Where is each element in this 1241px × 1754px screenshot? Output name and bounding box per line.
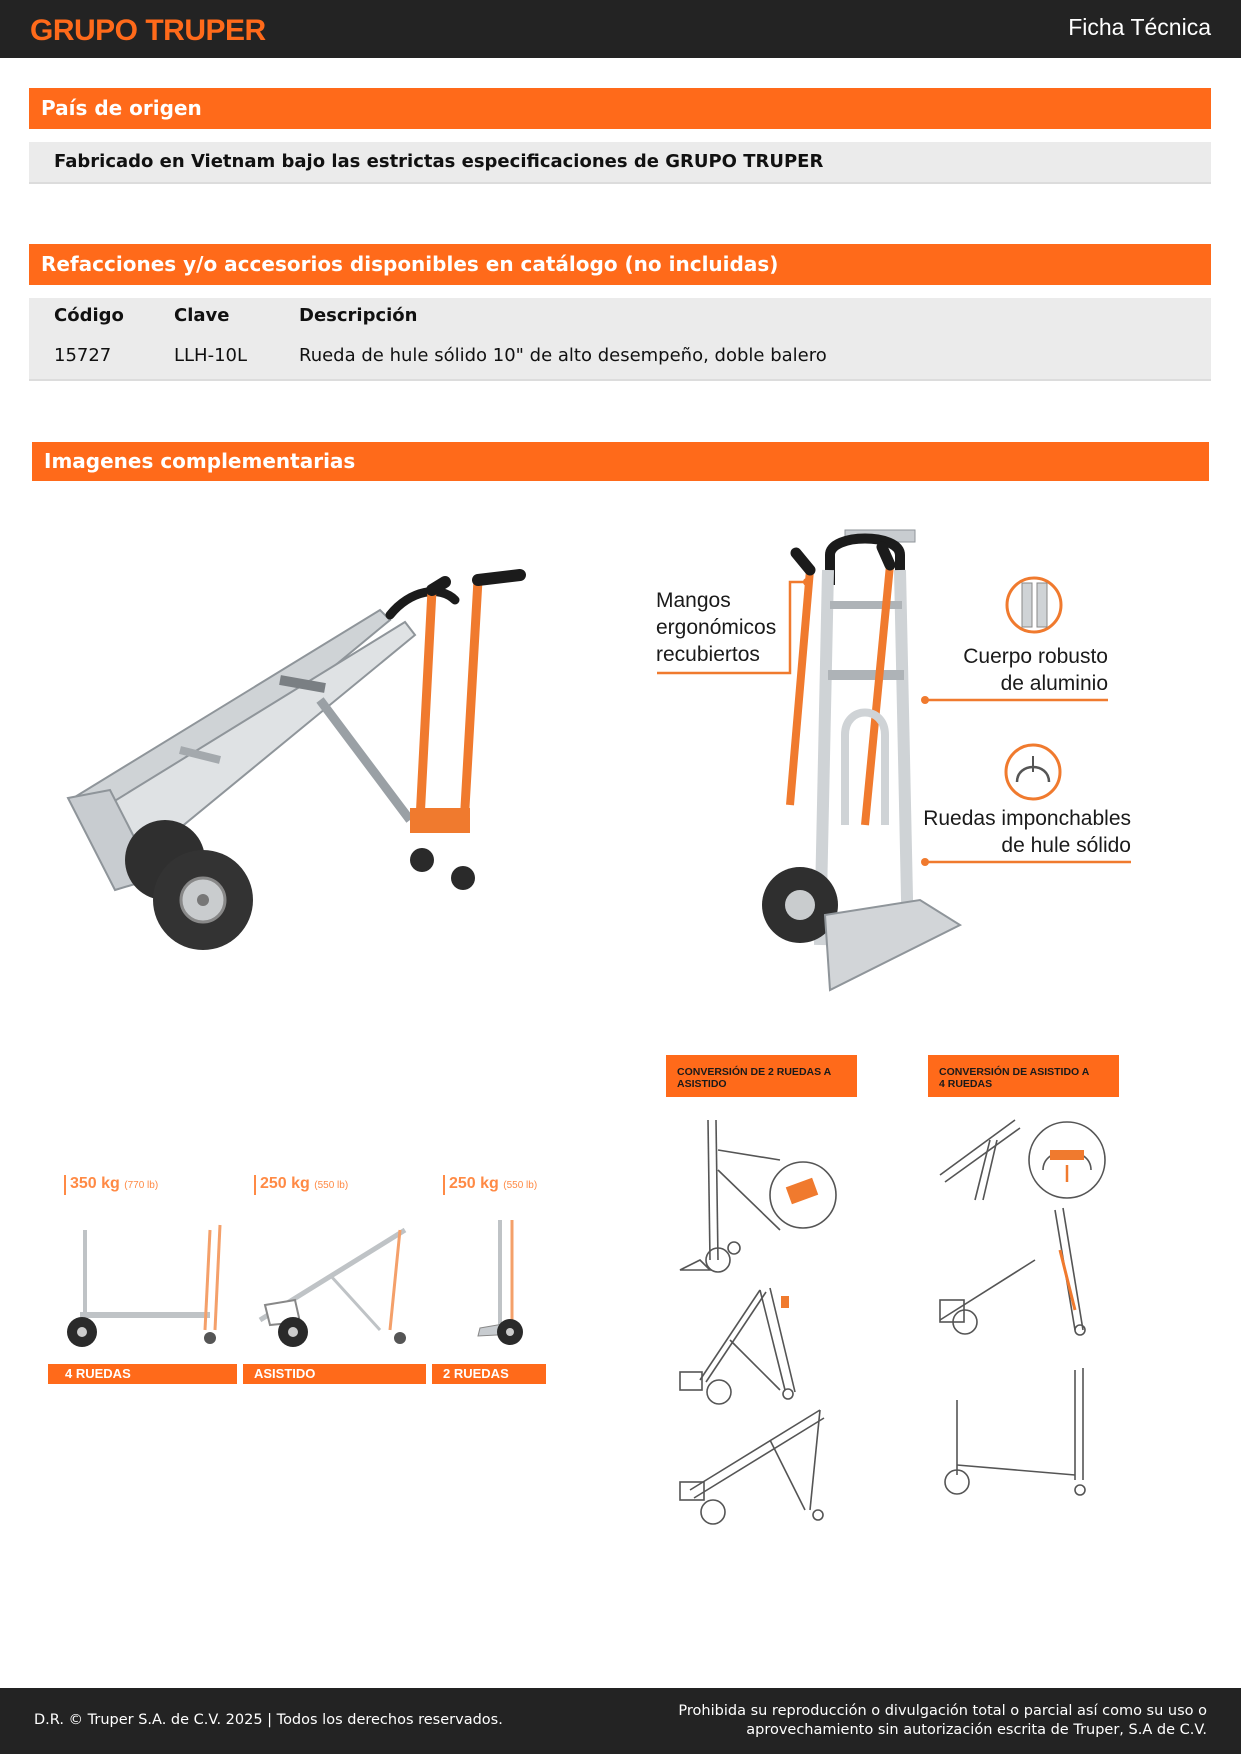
weight-lb: (770 lb) xyxy=(124,1180,159,1191)
mode-label-4-ruedas: 4 RUEDAS xyxy=(48,1364,237,1384)
section-parts-title: Refacciones y/o accesorios disponibles en catálogo (no incluidas) xyxy=(29,244,1211,285)
document-type: Ficha Técnica xyxy=(1068,14,1211,40)
callout-handles xyxy=(656,587,776,668)
weight-2-ruedas xyxy=(443,1175,537,1195)
cell-descripcion: Rueda de hule sólido 10" de alto desempeño, doble balero xyxy=(299,345,827,366)
weight-lb: (550 lb) xyxy=(503,1180,538,1191)
origin-text: Fabricado en Vietnam bajo las estrictas especificaciones de GRUPO TRUPER xyxy=(54,151,824,172)
conversion-steps-assisted-to-4 xyxy=(935,1110,1135,1510)
callout-handles-line1: Mangos xyxy=(656,589,731,612)
section-origin-title: País de origen xyxy=(29,88,1211,129)
origin-panel xyxy=(29,142,1211,184)
cell-codigo: 15727 xyxy=(54,345,112,366)
callout-handles-line2: ergonómicos xyxy=(656,616,777,639)
conversion-tag-assisted-to-4 xyxy=(928,1055,1119,1097)
footer-legal-line2: aprovechamiento sin autorización escrita de Truper, S.A de C.V. xyxy=(746,1722,1207,1738)
footer-legal xyxy=(647,1702,1207,1740)
callout-body-line1: Cuerpo robusto xyxy=(963,645,1108,668)
conversion-tag-line1: CONVERSIÓN DE 2 RUEDAS A xyxy=(677,1066,832,1078)
brand-logo: GRUPO TRUPER xyxy=(30,14,266,47)
callout-body xyxy=(900,643,1108,697)
section-images-title: Imagenes complementarias xyxy=(32,442,1209,481)
solid-wheel-icon xyxy=(1003,742,1063,802)
parts-table xyxy=(29,298,1211,381)
weight-4-ruedas xyxy=(64,1175,158,1195)
weight-kg: 250 kg xyxy=(449,1175,499,1192)
weight-kg: 250 kg xyxy=(260,1175,310,1192)
conversion-tag-line1: CONVERSIÓN DE ASISTIDO A xyxy=(939,1066,1090,1078)
top-bar xyxy=(0,0,1241,58)
conversion-tag-line2: ASISTIDO xyxy=(677,1078,727,1090)
callout-handles-line3: recubiertos xyxy=(656,643,760,666)
callout-wheels xyxy=(880,805,1131,859)
weight-lb: (550 lb) xyxy=(314,1180,349,1191)
col-header-descripcion: Descripción xyxy=(299,305,418,326)
col-header-clave: Clave xyxy=(174,305,230,326)
col-header-codigo: Código xyxy=(54,305,124,326)
mode-label-2-ruedas: 2 RUEDAS xyxy=(432,1364,546,1384)
conversion-steps-2-to-assisted xyxy=(670,1110,870,1540)
weight-asistido xyxy=(254,1175,348,1195)
mode-illustrations xyxy=(60,1210,550,1350)
weight-kg: 350 kg xyxy=(70,1175,120,1192)
cell-clave: LLH-10L xyxy=(174,345,248,366)
footer-bar xyxy=(0,1688,1241,1754)
callout-body-line2: de aluminio xyxy=(1000,672,1108,695)
callout-wheels-line1: Ruedas imponchables xyxy=(923,807,1131,830)
mode-label-asistido: ASISTIDO xyxy=(243,1364,426,1384)
footer-legal-line1: Prohibida su reproducción o divulgación total o parcial así como su uso o xyxy=(678,1703,1207,1719)
aluminum-body-icon xyxy=(1004,575,1064,635)
footer-copyright: D.R. © Truper S.A. de C.V. 2025 | Todos los derechos reservados. xyxy=(34,1712,503,1728)
conversion-tag-2-to-assisted xyxy=(666,1055,857,1097)
conversion-tag-line2: 4 RUEDAS xyxy=(939,1078,993,1090)
callout-wheels-line2: de hule sólido xyxy=(1001,834,1131,857)
hand-truck-assisted-image xyxy=(60,560,540,960)
